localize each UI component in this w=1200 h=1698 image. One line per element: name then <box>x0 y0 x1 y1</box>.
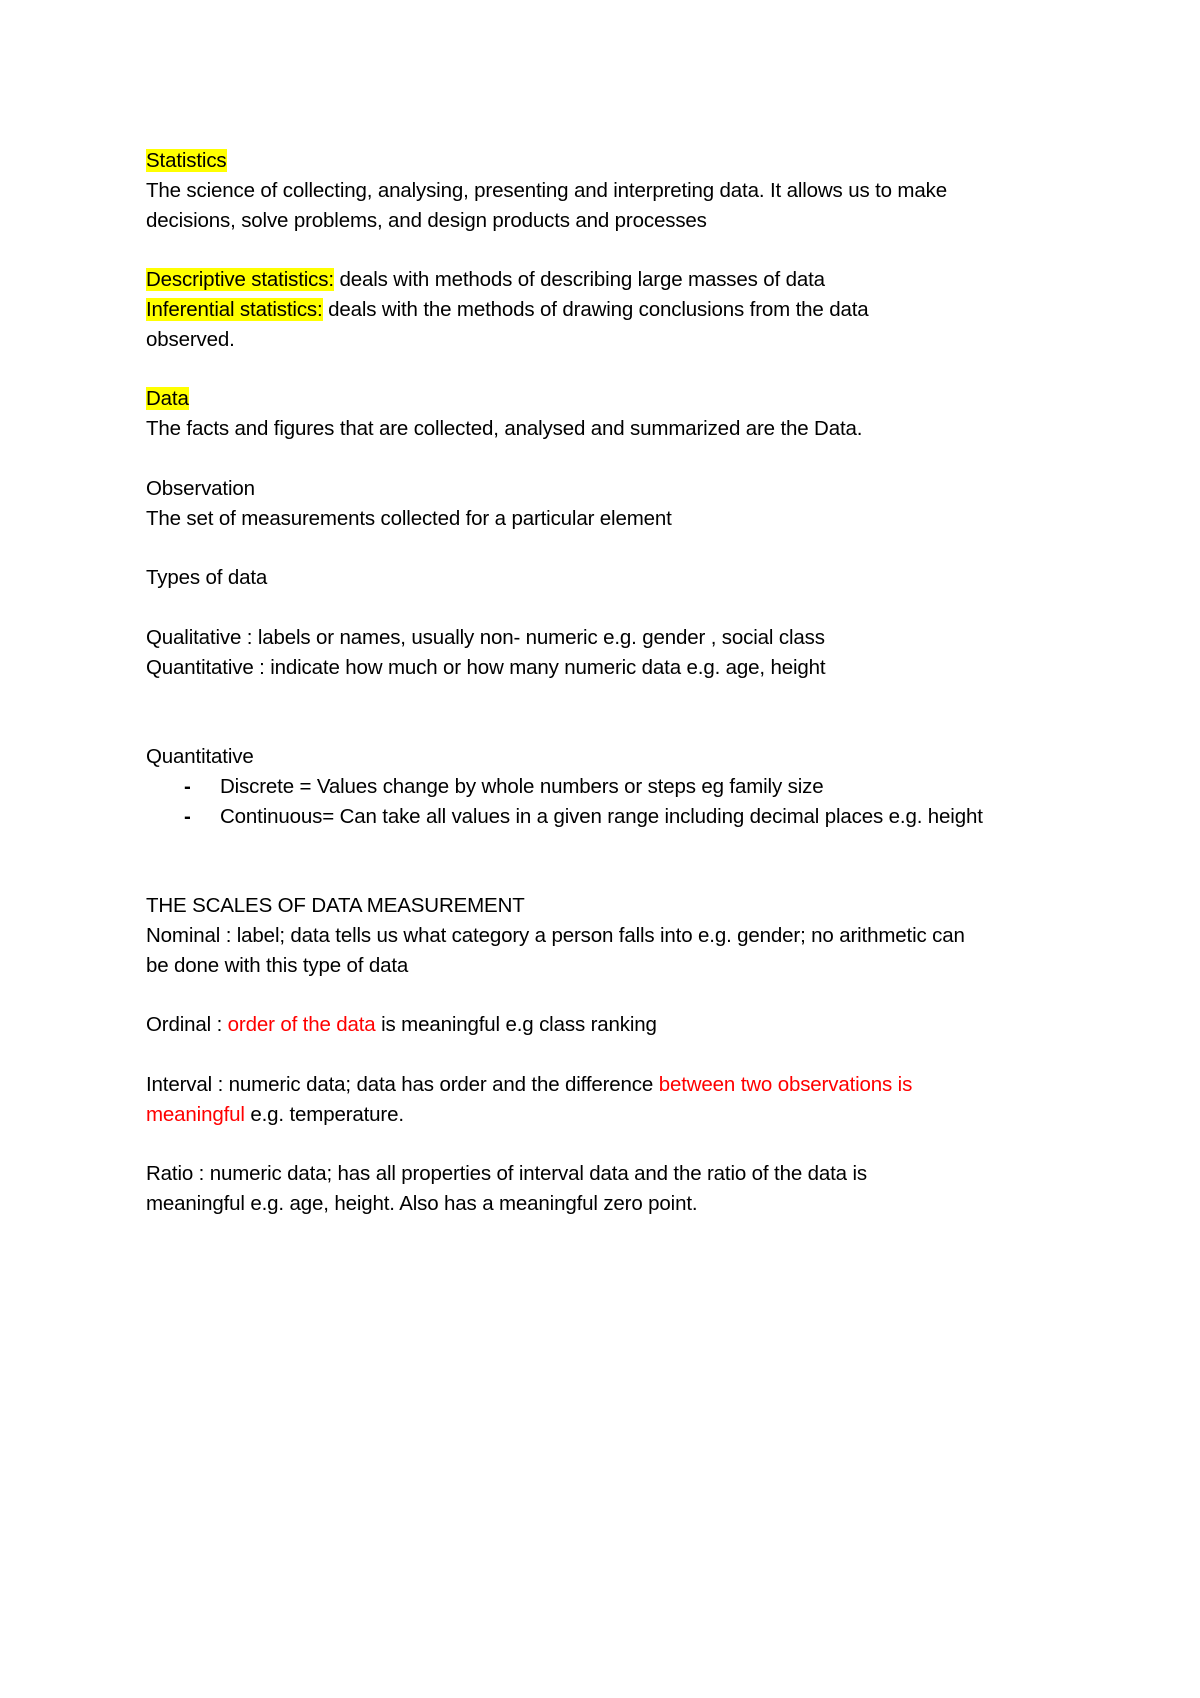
descriptive-statistics-line <box>146 265 1076 295</box>
spacer <box>146 355 1076 385</box>
inferential-statistics-line <box>146 295 1076 325</box>
ordinal-suffix: is meaningful e.g class ranking <box>375 1013 657 1037</box>
data-heading: Data <box>146 387 189 411</box>
quantitative-heading: Quantitative <box>146 744 254 768</box>
types-of-data-heading: Types of data <box>146 566 268 590</box>
spacer <box>146 1129 1076 1159</box>
descriptive-statistics-label: Descriptive statistics: <box>146 268 334 292</box>
statistics-heading: Statistics <box>146 149 227 172</box>
statistics-definition-line-1: The science of collecting, analysing, presenting and interpreting data. It allows us to make <box>146 178 947 202</box>
qualitative-definition: Qualitative : labels or names, usually non- numeric e.g. gender , social class <box>146 625 825 649</box>
nominal-line-1: Nominal : label; data tells us what category a person falls into e.g. gender; no arithmetic can <box>146 923 965 947</box>
interval-emphasis-2: meaningful <box>146 1102 245 1126</box>
spacer <box>146 1040 1076 1070</box>
spacer <box>146 444 1076 474</box>
spacer <box>146 980 1076 1010</box>
interval-line-1 <box>146 1070 1076 1100</box>
ordinal-line <box>146 1010 1076 1040</box>
ratio-line-2: meaningful e.g. age, height. Also has a meaningful zero point. <box>146 1191 698 1215</box>
interval-suffix: e.g. temperature. <box>244 1102 404 1126</box>
scales-heading: THE SCALES OF DATA MEASUREMENT <box>146 893 525 917</box>
data-definition: The facts and figures that are collected, analysed and summarized are the Data. <box>146 417 863 441</box>
spacer <box>146 533 1076 563</box>
statistics-heading-line <box>146 146 1076 176</box>
interval-emphasis-1: between two observations is <box>658 1072 913 1096</box>
observation-heading: Observation <box>146 476 255 500</box>
inferential-statistics-label: Inferential statistics: <box>146 297 323 321</box>
ordinal-emphasis: order of the data <box>227 1013 376 1037</box>
quantitative-list <box>146 772 1076 832</box>
descriptive-statistics-text: deals with methods of describing large masses of data <box>333 268 825 292</box>
inferential-statistics-line-2: observed. <box>146 327 235 351</box>
statistics-definition-line-2: decisions, solve problems, and design products and processes <box>146 208 707 232</box>
quantitative-definition: Quantitative : indicate how much or how many numeric data e.g. age, height <box>146 655 826 679</box>
document-page <box>146 146 1076 1219</box>
spacer <box>146 593 1076 623</box>
interval-prefix: Interval : numeric data; data has order and the difference <box>146 1072 659 1096</box>
spacer <box>146 235 1076 265</box>
spacer <box>146 831 1076 891</box>
ratio-line-1: Ratio : numeric data; has all properties of interval data and the ratio of the data is <box>146 1162 867 1186</box>
list-item-continuous: - Continuous= Can take all values in a given range including decimal places e.g. height <box>184 802 1076 832</box>
ordinal-prefix: Ordinal : <box>146 1013 228 1037</box>
data-heading-line <box>146 384 1076 414</box>
spacer <box>146 682 1076 742</box>
observation-definition: The set of measurements collected for a particular element <box>146 506 672 530</box>
interval-line-2 <box>146 1100 1076 1130</box>
list-item-discrete: - Discrete = Values change by whole numbers or steps eg family size <box>184 772 1076 802</box>
nominal-line-2: be done with this type of data <box>146 953 409 977</box>
inferential-statistics-text: deals with the methods of drawing conclusions from the data <box>322 297 869 321</box>
